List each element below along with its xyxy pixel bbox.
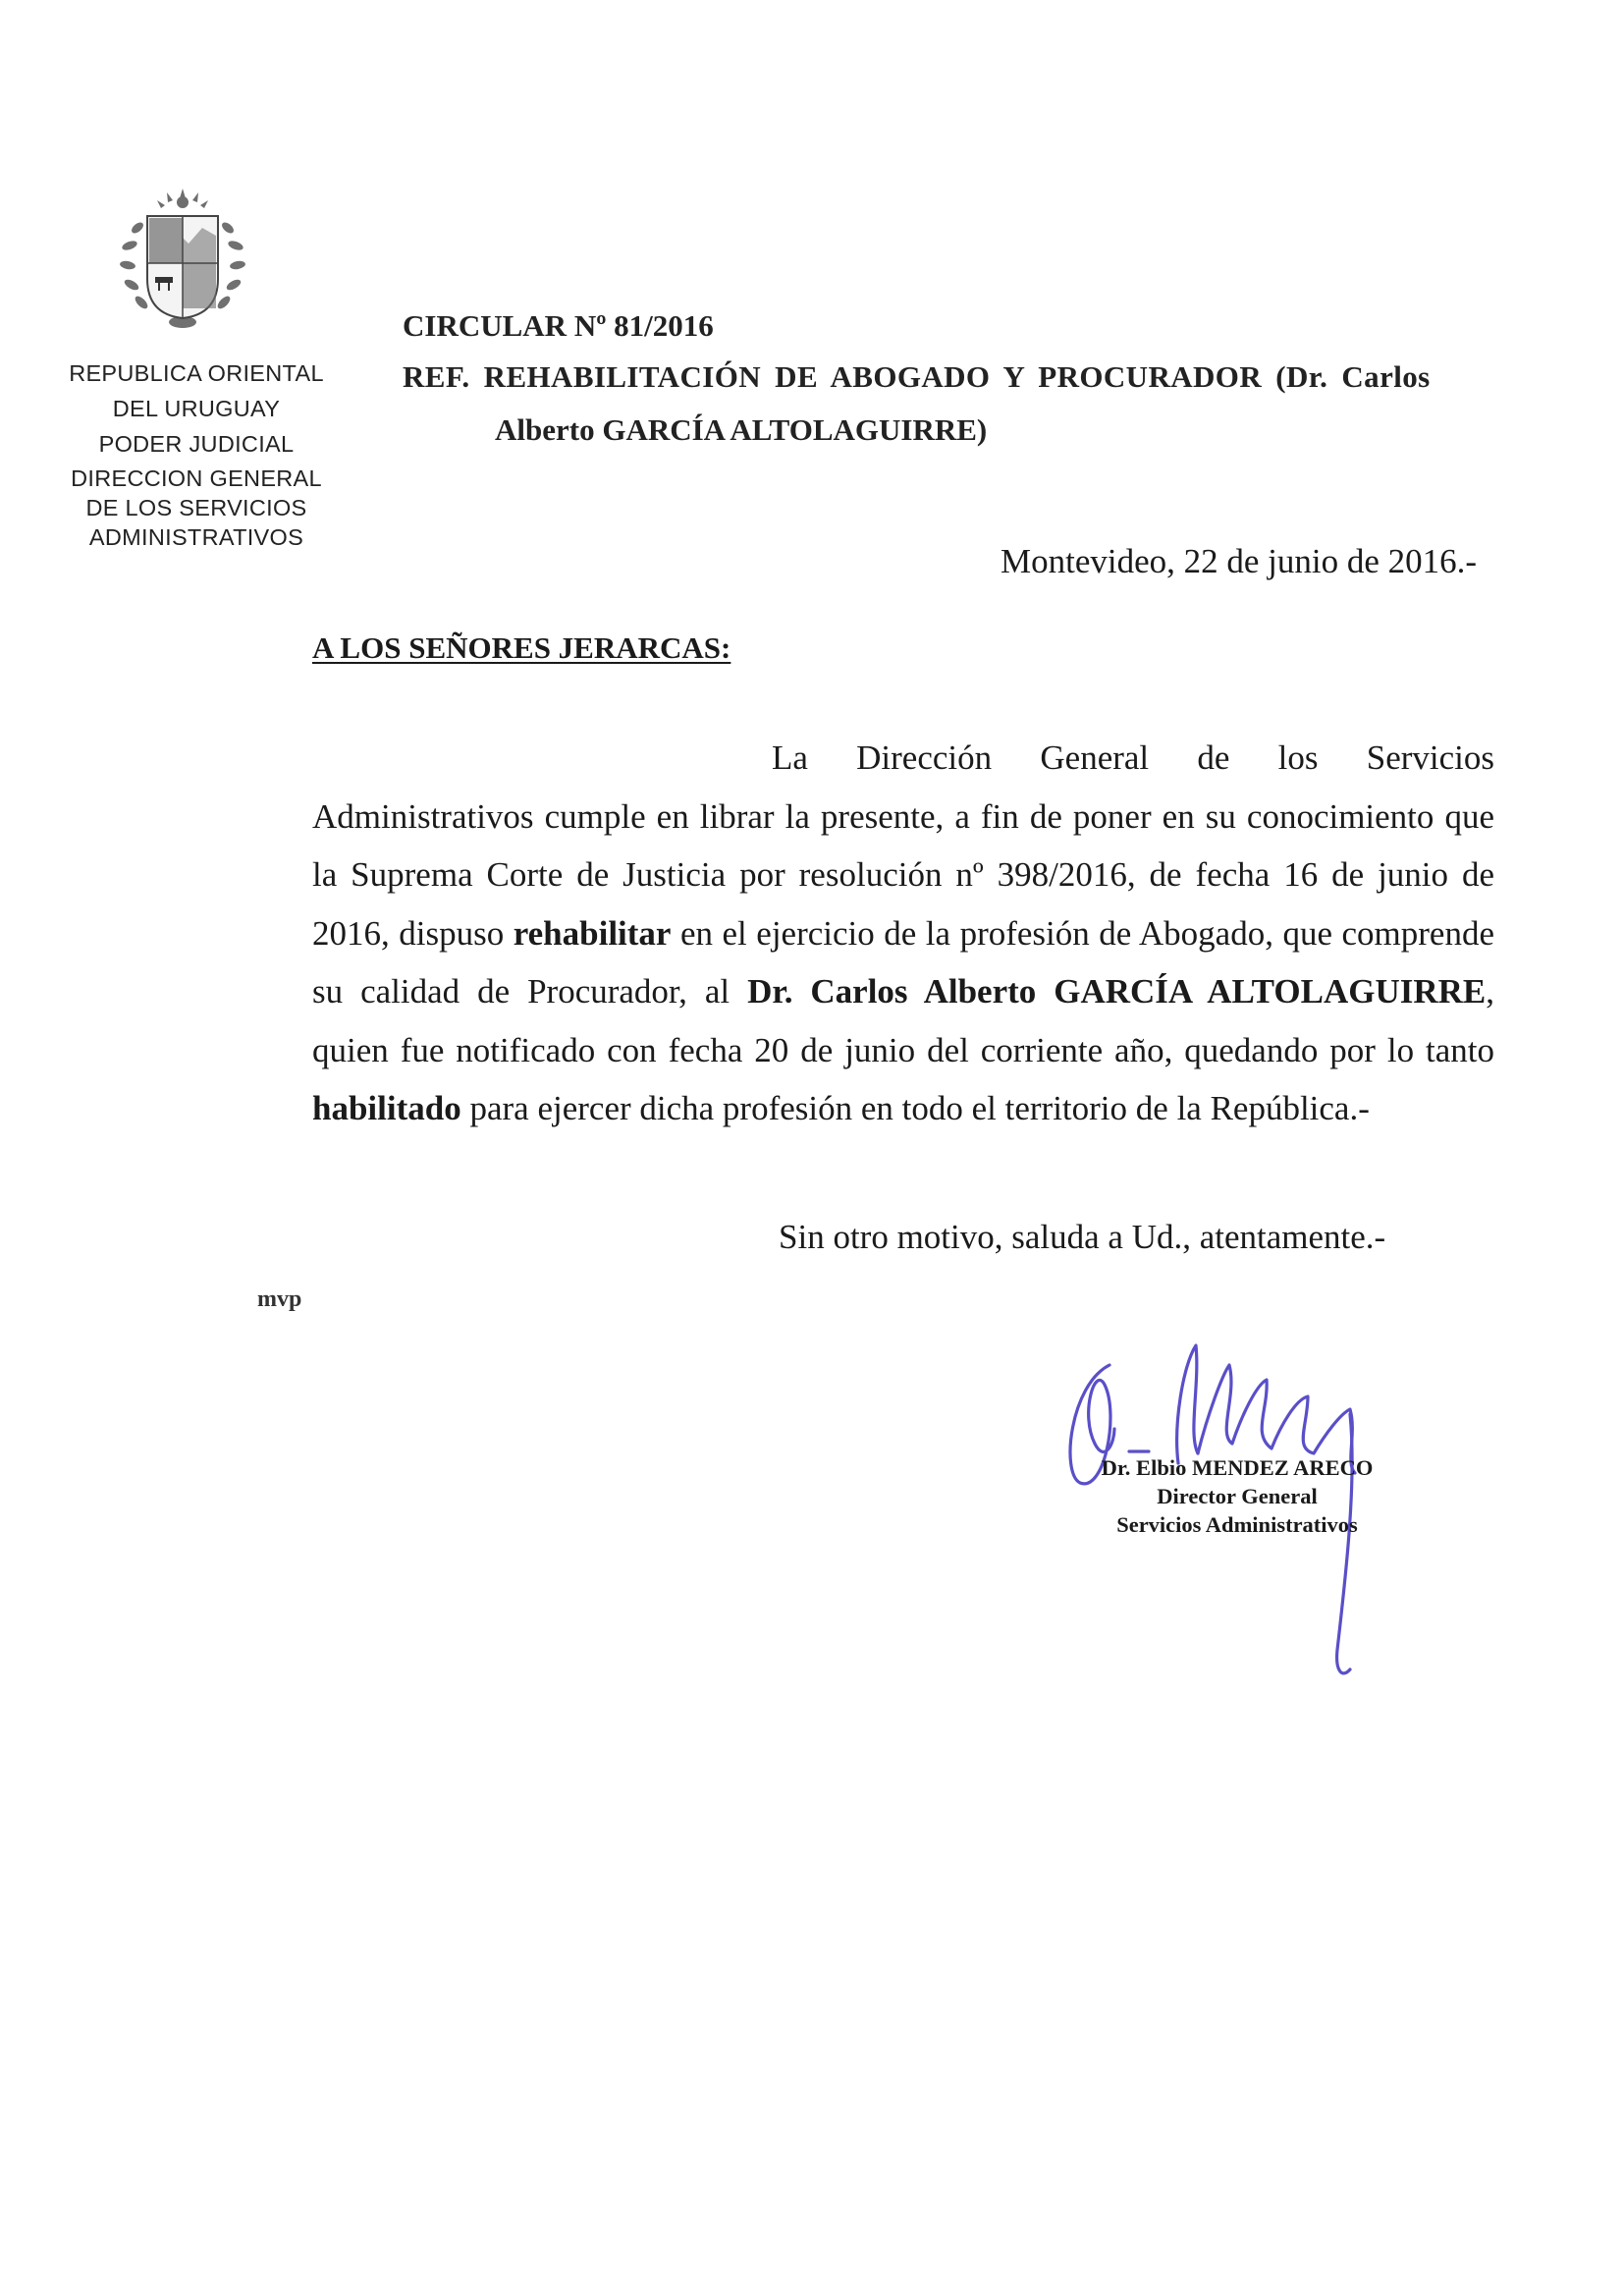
body-bold-rehabilitar: rehabilitar xyxy=(513,913,672,953)
signatory-block xyxy=(1070,1453,1404,1539)
letterhead-branch: PODER JUDICIAL xyxy=(98,431,295,457)
body-bold-habilitado: habilitado xyxy=(312,1089,461,1127)
letterhead-dept-line-3: ADMINISTRATIVOS xyxy=(88,524,304,550)
date-line: Montevideo, 22 de junio de 2016.- xyxy=(1001,542,1478,580)
signatory-unit: Servicios Administrativos xyxy=(1116,1512,1358,1537)
body-text-2: en el ejercicio de la profesión de Abogado, que comprende su calidad de Procurador, al xyxy=(312,913,1494,1011)
salutation: A LOS SEÑORES JERARCAS: xyxy=(312,630,731,665)
signatory-name: Dr. Elbio MENDEZ ARECO xyxy=(1101,1455,1374,1480)
letterhead-country-line-2: DEL URUGUAY xyxy=(112,396,281,421)
circular-number: CIRCULAR Nº 81/2016 xyxy=(403,308,714,343)
typist-initials: mvp xyxy=(257,1286,302,1312)
body-text-3: , quien fue notificado con fecha 20 de junio del corriente año, quedando por lo tanto xyxy=(312,972,1494,1069)
reference-line-2: Alberto GARCÍA ALTOLAGUIRRE) xyxy=(495,412,988,447)
letterhead-country-line-1: REPUBLICA ORIENTAL xyxy=(69,360,324,386)
signatory-title: Director General xyxy=(1157,1484,1318,1508)
body-text-4: para ejercer dicha profesión en todo el territorio de la República.- xyxy=(460,1089,1370,1127)
body-text-1: La Dirección General de los Servicios Administrativos cumple en librar la presente, a fin de poner en su conocimiento que la Suprema Corte de Justicia por resolución nº 398/2016, de fecha 16 de junio de 2016, dispuso xyxy=(312,738,1494,953)
coat-of-arms-icon xyxy=(116,189,249,334)
letterhead-dept-line-1: DIRECCION GENERAL xyxy=(71,465,322,491)
letter-body xyxy=(312,729,1494,1138)
letterhead-department xyxy=(59,464,334,552)
body-bold-name: Dr. Carlos Alberto GARCÍA ALTOLAGUIRRE xyxy=(747,972,1487,1011)
letterhead-dept-line-2: DE LOS SERVICIOS xyxy=(85,495,307,520)
closing-line: Sin otro motivo, saluda a Ud., atentamente.- xyxy=(779,1218,1386,1256)
letterhead-institution xyxy=(59,355,334,462)
body-paragraph xyxy=(312,729,1494,1138)
reference-line-1: REF. REHABILITACIÓN DE ABOGADO Y PROCURADOR (Dr. Carlos xyxy=(403,359,1431,394)
